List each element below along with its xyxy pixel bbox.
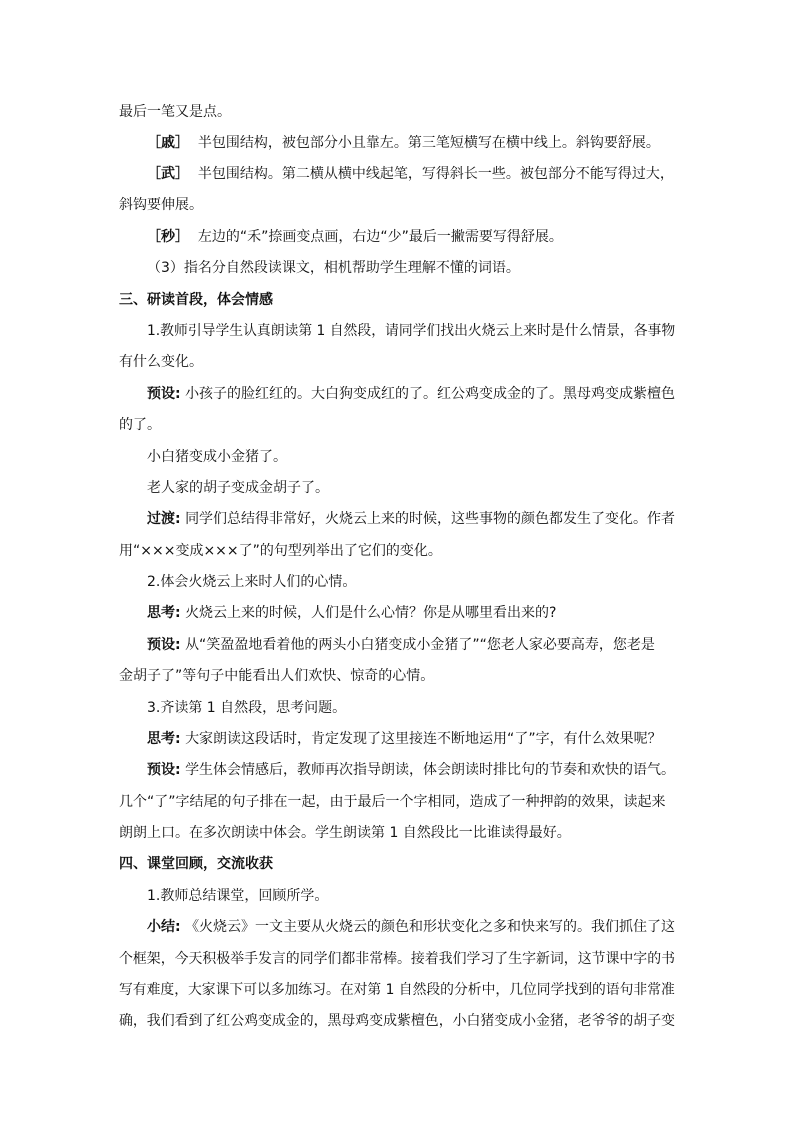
text: 1.教师总结课堂，回顾所学。 (147, 888, 329, 904)
summary-note (147, 917, 675, 937)
label: 预设: (147, 386, 181, 402)
label: 思考: (147, 731, 181, 747)
text: 2.体会火烧云上来时人们的心情。 (147, 574, 357, 590)
preset-answer (147, 635, 655, 655)
text: 半包围结构，被包部分小且靠左。第三笔短横写在横中线上。斜钩要舒展。 (197, 135, 660, 151)
paragraph-line (147, 321, 675, 341)
text: 最后一笔又是点。 (119, 104, 231, 120)
text: 几个“了”字结尾的句子排在一起，由于最后一个字相同，造成了一种押韵的效果，读起来 (119, 794, 666, 810)
paragraph-line (119, 823, 571, 843)
label: 小结: (147, 919, 181, 935)
paragraph-line (119, 415, 161, 435)
thinking-question (147, 729, 662, 749)
label: 预设: (147, 637, 181, 653)
text: 左边的“禾”捺画变点画，右边“少”最后一撇需要写得舒展。 (197, 229, 563, 245)
paragraph-line (119, 949, 675, 969)
text: 学生体会情感后，教师再次指导朗读，体会朗读时排比句的节奏和欢快的语气。 (185, 762, 676, 778)
paragraph-line (119, 792, 666, 812)
text: 大家朗读这段话时，肯定发现了这里接连不断地运用“了”字，有什么效果呢？ (185, 731, 662, 747)
text: （3）指名分自然段读课文，相机帮助学生理解不懂的词语。 (147, 260, 520, 276)
paragraph-line (147, 698, 346, 718)
text: 老人家的胡子变成金胡子了。 (147, 480, 329, 496)
paragraph-line (147, 258, 520, 278)
text: 金胡子了”等句子中能看出人们欢快、惊奇的心情。 (119, 668, 435, 684)
paragraph-line (119, 352, 203, 372)
preset-answer (147, 384, 675, 404)
term-label: ［武］ (147, 166, 189, 182)
term-label: ［戚］ (147, 135, 189, 151)
thinking-question (147, 603, 557, 623)
text: 有什么变化。 (119, 354, 203, 370)
label: 过渡: (147, 511, 181, 527)
text: 小白猪变成小金猪了。 (147, 449, 287, 465)
heading-text: 四、课堂回顾，交流收获 (119, 856, 273, 872)
text: 1.教师引导学生认真朗读第 1 自然段，请同学们找出火烧云上来时是什么情景，各事物 (147, 323, 676, 339)
preset-answer (147, 760, 675, 780)
section-heading (119, 290, 273, 310)
text: 小孩子的脸红红的。大白狗变成红的了。红公鸡变成金的了。黑母鸡变成紫檀色 (185, 386, 676, 402)
text: 个框架，今天积极举手发言的同学们都非常棒。接着我们学习了生字新词，这节课中字的书 (119, 951, 675, 967)
section-heading (119, 854, 273, 874)
paragraph-line (147, 447, 287, 467)
paragraph-line (147, 572, 356, 592)
text: 3.齐读第 1 自然段，思考问题。 (147, 700, 347, 716)
paragraph-line (119, 195, 203, 215)
paragraph-line (119, 541, 442, 561)
paragraph-line (147, 886, 328, 906)
transition-note (147, 509, 675, 529)
text: 半包围结构。第二横从横中线起笔，写得斜长一些。被包部分不能写得过大， (197, 166, 674, 182)
term-label: ［秒］ (147, 229, 189, 245)
text: 用“×××变成×××了”的句型列举出了它们的变化。 (119, 543, 442, 559)
paragraph-line (119, 1011, 675, 1031)
character-note-wu (147, 164, 674, 184)
paragraph-line (119, 666, 434, 686)
text: 确，我们看到了红公鸡变成金的，黑母鸡变成紫檀色，小白猪变成小金猪，老爷爷的胡子变 (119, 1013, 675, 1029)
paragraph-line (147, 478, 329, 498)
label: 思考: (147, 605, 181, 621)
text: 《火烧云》一文主要从火烧云的颜色和形状变化之多和快来写的。我们抓住了这 (185, 919, 676, 935)
label: 预设: (147, 762, 181, 778)
paragraph-line (119, 102, 231, 122)
text: 的了。 (119, 417, 161, 433)
heading-text: 三、研读首段，体会情感 (119, 292, 273, 308)
character-note-qi (147, 133, 660, 153)
text: 斜钩要伸展。 (119, 197, 203, 213)
text: 从“笑盈盈地看着他的两头小白猪变成小金猪了”“您老人家必要高寿，您老是 (185, 637, 655, 653)
character-note-miao (147, 227, 563, 247)
text: 同学们总结得非常好，火烧云上来的时候，这些事物的颜色都发生了变化。作者 (185, 511, 676, 527)
paragraph-line (119, 980, 675, 1000)
text: 写有难度，大家课下可以多加练习。在对第 1 自然段的分析中，几位同学找到的语句非常准 (119, 982, 675, 998)
text: 火烧云上来的时候，人们是什么心情？你是从哪里看出来的? (185, 605, 557, 621)
text: 朗朗上口。在多次朗读中体会。学生朗读第 1 自然段比一比谁读得最好。 (119, 825, 571, 841)
